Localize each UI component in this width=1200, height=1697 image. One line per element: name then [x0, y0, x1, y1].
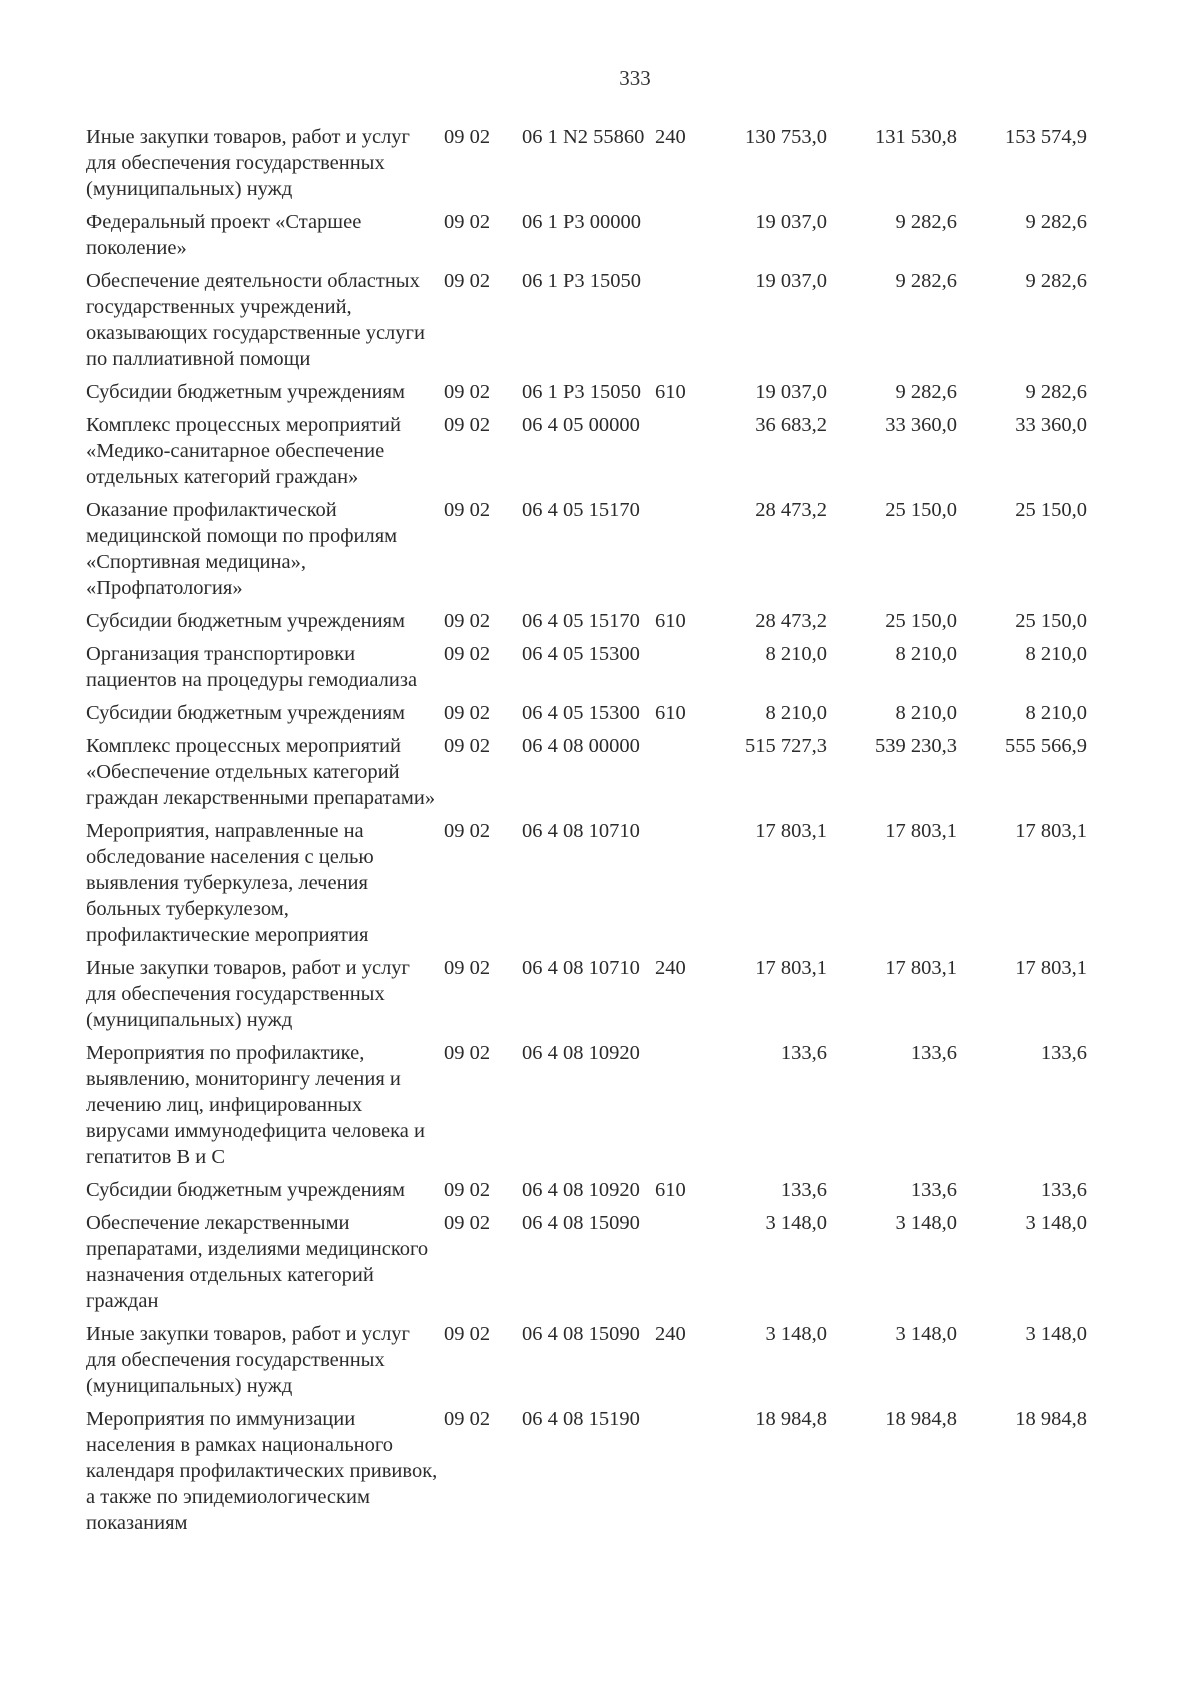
row-name: Комплекс процессных мероприятий «Обеспечение отдельных категорий граждан лекарственными препаратами» — [86, 735, 436, 809]
row-amount-year-1: 36 683,2 — [755, 414, 827, 436]
row-name: Субсидии бюджетным учреждениям — [86, 1179, 406, 1201]
row-amount-year-1: 515 727,3 — [745, 735, 827, 757]
row-name: Комплекс процессных мероприятий «Медико-санитарное обеспечение отдельных категорий граждан» — [86, 414, 401, 488]
row-expense-type — [655, 1210, 703, 1321]
row-section-code: 09 02 — [444, 1042, 491, 1064]
table-row — [86, 1040, 1087, 1177]
row-name: Мероприятия по профилактике, выявлению, мониторингу лечения и лечению лиц, инфицированных вирусами иммунодефицита человека и гепатитов В и С — [86, 1042, 425, 1168]
row-amount-year-3: 17 803,1 — [1015, 957, 1087, 979]
row-name: Иные закупки товаров, работ и услуг для обеспечения государственных (муниципальных) нужд — [86, 126, 410, 200]
row-amount-year-1: 17 803,1 — [755, 957, 827, 979]
row-amount-year-1: 130 753,0 — [745, 126, 827, 148]
row-name: Оказание профилактической медицинской помощи по профилям «Спортивная медицина», «Профпатология» — [86, 499, 398, 599]
row-name: Субсидии бюджетным учреждениям — [86, 381, 406, 403]
table-row — [86, 379, 1087, 412]
row-amount-year-3: 133,6 — [1040, 1042, 1087, 1064]
row-target-article: 06 1 Р3 15050 — [522, 270, 642, 292]
row-target-article: 06 4 05 00000 — [522, 414, 640, 436]
row-target-article: 06 4 08 15090 — [522, 1323, 640, 1345]
row-target-article: 06 4 05 15300 — [522, 702, 640, 724]
row-target-article: 06 4 08 10710 — [522, 820, 640, 842]
row-section-code: 09 02 — [444, 643, 491, 665]
row-amount-year-1: 19 037,0 — [755, 211, 827, 233]
row-amount-year-2: 9 282,6 — [895, 270, 957, 292]
table-row — [86, 1210, 1087, 1321]
row-name: Обеспечение деятельности областных государственных учреждений, оказывающих государственные услуги по паллиативной помощи — [86, 270, 425, 370]
row-amount-year-3: 3 148,0 — [1025, 1212, 1087, 1234]
row-section-code: 09 02 — [444, 702, 491, 724]
row-section-code: 09 02 — [444, 381, 491, 403]
row-amount-year-1: 133,6 — [780, 1179, 827, 1201]
row-amount-year-1: 19 037,0 — [755, 270, 827, 292]
row-amount-year-2: 133,6 — [910, 1042, 957, 1064]
row-name: Федеральный проект «Старшее поколение» — [86, 211, 362, 259]
row-name: Иные закупки товаров, работ и услуг для обеспечения государственных (муниципальных) нужд — [86, 957, 410, 1031]
row-section-code: 09 02 — [444, 820, 491, 842]
row-target-article: 06 1 Р3 15050 — [522, 381, 642, 403]
row-amount-year-2: 8 210,0 — [895, 702, 957, 724]
row-amount-year-3: 555 566,9 — [1005, 735, 1087, 757]
row-name: Организация транспортировки пациентов на процедуры гемодиализа — [86, 643, 418, 691]
row-amount-year-2: 3 148,0 — [895, 1323, 957, 1345]
row-section-code: 09 02 — [444, 1212, 491, 1234]
table-row — [86, 641, 1087, 700]
row-amount-year-3: 18 984,8 — [1015, 1408, 1087, 1430]
row-amount-year-2: 9 282,6 — [895, 211, 957, 233]
row-amount-year-3: 25 150,0 — [1015, 610, 1087, 632]
row-amount-year-1: 8 210,0 — [765, 643, 827, 665]
table-row — [86, 1406, 1087, 1543]
row-amount-year-3: 8 210,0 — [1025, 643, 1087, 665]
row-section-code: 09 02 — [444, 211, 491, 233]
row-amount-year-3: 133,6 — [1040, 1179, 1087, 1201]
row-amount-year-2: 539 230,3 — [875, 735, 957, 757]
row-name: Мероприятия, направленные на обследование населения с целью выявления туберкулеза, лечения больных туберкулезом, профилактические мероприятия — [86, 820, 374, 946]
row-amount-year-3: 153 574,9 — [1005, 126, 1087, 148]
table-row — [86, 268, 1087, 379]
row-expense-type — [655, 497, 703, 608]
row-amount-year-1: 3 148,0 — [765, 1323, 827, 1345]
row-amount-year-3: 25 150,0 — [1015, 499, 1087, 521]
row-expense-type — [655, 733, 703, 818]
row-expense-type: 610 — [655, 381, 686, 403]
row-expense-type: 240 — [655, 957, 686, 979]
row-target-article: 06 4 08 15090 — [522, 1212, 640, 1234]
row-section-code: 09 02 — [444, 414, 491, 436]
table-row — [86, 818, 1087, 955]
row-target-article: 06 4 08 15190 — [522, 1408, 640, 1430]
row-name: Обеспечение лекарственными препаратами, изделиями медицинского назначения отдельных категорий граждан — [86, 1212, 429, 1312]
row-amount-year-1: 28 473,2 — [755, 499, 827, 521]
row-amount-year-2: 3 148,0 — [895, 1212, 957, 1234]
row-section-code: 09 02 — [444, 735, 491, 757]
row-target-article: 06 4 05 15170 — [522, 499, 640, 521]
row-target-article: 06 4 05 15170 — [522, 610, 640, 632]
table-row — [86, 700, 1087, 733]
row-amount-year-1: 19 037,0 — [755, 381, 827, 403]
table-row — [86, 608, 1087, 641]
row-expense-type — [655, 1406, 703, 1543]
row-amount-year-2: 25 150,0 — [885, 499, 957, 521]
row-name: Мероприятия по иммунизации населения в рамках национального календаря профилактических прививок, а также по эпидемиологическим показаниям — [86, 1408, 438, 1534]
row-section-code: 09 02 — [444, 1408, 491, 1430]
row-section-code: 09 02 — [444, 126, 491, 148]
row-expense-type: 610 — [655, 610, 686, 632]
row-amount-year-2: 133,6 — [910, 1179, 957, 1201]
row-amount-year-2: 18 984,8 — [885, 1408, 957, 1430]
row-expense-type — [655, 1040, 703, 1177]
row-amount-year-2: 17 803,1 — [885, 820, 957, 842]
row-amount-year-1: 133,6 — [780, 1042, 827, 1064]
table-row — [86, 497, 1087, 608]
row-amount-year-3: 8 210,0 — [1025, 702, 1087, 724]
row-expense-type: 610 — [655, 702, 686, 724]
row-section-code: 09 02 — [444, 270, 491, 292]
row-name: Иные закупки товаров, работ и услуг для обеспечения государственных (муниципальных) нужд — [86, 1323, 410, 1397]
row-section-code: 09 02 — [444, 610, 491, 632]
row-amount-year-3: 33 360,0 — [1015, 414, 1087, 436]
table-row — [86, 124, 1087, 209]
page-number: 333 — [619, 66, 651, 90]
row-amount-year-2: 8 210,0 — [895, 643, 957, 665]
row-target-article: 06 1 N2 55860 — [522, 126, 645, 148]
row-section-code: 09 02 — [444, 1179, 491, 1201]
row-amount-year-3: 3 148,0 — [1025, 1323, 1087, 1345]
budget-table-body — [86, 124, 1087, 1543]
table-row — [86, 1177, 1087, 1210]
row-target-article: 06 4 08 10920 — [522, 1179, 640, 1201]
table-row — [86, 209, 1087, 268]
row-expense-type: 240 — [655, 1323, 686, 1345]
row-amount-year-1: 8 210,0 — [765, 702, 827, 724]
row-amount-year-1: 18 984,8 — [755, 1408, 827, 1430]
row-amount-year-2: 17 803,1 — [885, 957, 957, 979]
row-target-article: 06 4 08 10710 — [522, 957, 640, 979]
row-expense-type — [655, 268, 703, 379]
row-amount-year-2: 9 282,6 — [895, 381, 957, 403]
row-amount-year-3: 9 282,6 — [1025, 270, 1087, 292]
budget-table — [86, 124, 1087, 1543]
row-amount-year-3: 9 282,6 — [1025, 381, 1087, 403]
row-section-code: 09 02 — [444, 499, 491, 521]
row-name: Субсидии бюджетным учреждениям — [86, 610, 406, 632]
row-amount-year-1: 17 803,1 — [755, 820, 827, 842]
row-amount-year-3: 9 282,6 — [1025, 211, 1087, 233]
row-amount-year-2: 33 360,0 — [885, 414, 957, 436]
row-expense-type: 610 — [655, 1179, 686, 1201]
row-expense-type — [655, 209, 703, 268]
table-row — [86, 733, 1087, 818]
table-row — [86, 955, 1087, 1040]
table-row — [86, 1321, 1087, 1406]
row-target-article: 06 4 05 15300 — [522, 643, 640, 665]
row-expense-type — [655, 641, 703, 700]
row-section-code: 09 02 — [444, 1323, 491, 1345]
row-name: Субсидии бюджетным учреждениям — [86, 702, 406, 724]
row-amount-year-3: 17 803,1 — [1015, 820, 1087, 842]
row-target-article: 06 4 08 00000 — [522, 735, 640, 757]
table-row — [86, 412, 1087, 497]
row-amount-year-1: 28 473,2 — [755, 610, 827, 632]
row-amount-year-1: 3 148,0 — [765, 1212, 827, 1234]
row-target-article: 06 1 Р3 00000 — [522, 211, 642, 233]
row-amount-year-2: 25 150,0 — [885, 610, 957, 632]
row-target-article: 06 4 08 10920 — [522, 1042, 640, 1064]
row-expense-type — [655, 818, 703, 955]
row-expense-type — [655, 412, 703, 497]
row-amount-year-2: 131 530,8 — [875, 126, 957, 148]
row-expense-type: 240 — [655, 126, 686, 148]
row-section-code: 09 02 — [444, 957, 491, 979]
